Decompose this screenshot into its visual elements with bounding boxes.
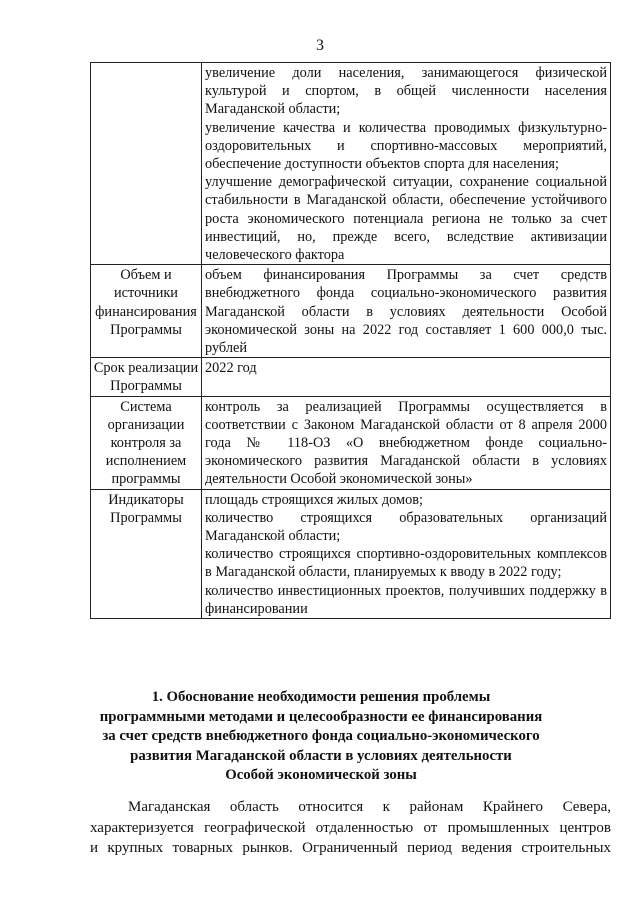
row-label [91, 63, 202, 265]
goal-demography: улучшение демографической ситуации, сохранение социальной стабильности в Магаданской области, обеспечение устойчивого роста экономического потенциала региона не только за счет инвестиций, но, прежде всего, вследствие активизации человеческого фактора [205, 174, 607, 264]
row-label-control: Система организации контроля за исполнением программы [91, 396, 202, 489]
row-label-indicators: Индикаторы Программы [91, 489, 202, 618]
indicator-sport-complexes: количество строящихся спортивно-оздоровительных комплексов в Магаданской области, планируемых к вводу в 2022 году; [205, 546, 607, 581]
control-text: контроль за реализацией Программы осуществляется в соответствии с Законом Магаданской области от 8 апреля 2000 года № 118-ОЗ «О внебюджетном фонде социально-экономического развития Магаданской области в условиях деятельности Особой экономической зоны» [205, 398, 607, 488]
term-text: 2022 год [205, 360, 257, 377]
heading-line: 1. Обоснование необходимости решения проблемы [151, 689, 491, 705]
table-row [91, 489, 611, 618]
body-line: характеризуется географической отдаленностью от промышленных центров [90, 819, 611, 836]
row-label-term: Срок реализации Программы [91, 358, 202, 396]
table-row [91, 63, 611, 265]
table-row [91, 358, 611, 396]
body-line: Магаданская область относится к районам Крайнего Севера, [128, 799, 611, 815]
program-passport-table [90, 62, 611, 619]
row-content-control [202, 396, 611, 489]
heading-line: программными методами и целесообразности ее финансирования [99, 708, 543, 725]
section-heading [96, 688, 546, 786]
page-number: 3 [316, 37, 324, 54]
table-row [91, 265, 611, 358]
section-body-paragraph [90, 797, 611, 859]
heading-line: за счет средств внебюджетного фонда социально-экономического [102, 728, 540, 744]
row-content-funding [202, 265, 611, 358]
indicator-investment-projects: количество инвестиционных проектов, получивших поддержку в финансировании [205, 582, 607, 617]
heading-line: развития Магаданской области в условиях деятельности [130, 747, 512, 764]
indicator-schools: количество строящихся образовательных организаций Магаданской области; [205, 509, 607, 545]
goal-physical-culture: увеличение доли населения, занимающегося физической культурой и спортом, в общей численности населения Магаданской области; [205, 65, 607, 118]
row-content [202, 63, 611, 265]
heading-line: Особой экономической зоны [225, 767, 417, 783]
body-line: и крупных товарных рынков. Ограниченный период ведения строительных [90, 840, 611, 856]
funding-text: объем финансирования Программы за счет средств внебюджетного фонда социально-экономического развития Магаданской области в условиях деятельности Особой экономической зоны на 2022 год составляет 1 600 000,0 тыс. рублей [205, 267, 607, 357]
row-content-indicators [202, 489, 611, 618]
table-row [91, 396, 611, 489]
indicator-housing: площадь строящихся жилых домов; [205, 491, 423, 508]
row-label-funding: Объем и источники финансирования Программы [91, 265, 202, 358]
goal-sport-events: увеличение качества и количества проводимых физкультурно-оздоровительных и спортивно-массовых мероприятий, обеспечение доступности объектов спорта для населения; [205, 119, 607, 173]
row-content-term [202, 358, 611, 396]
